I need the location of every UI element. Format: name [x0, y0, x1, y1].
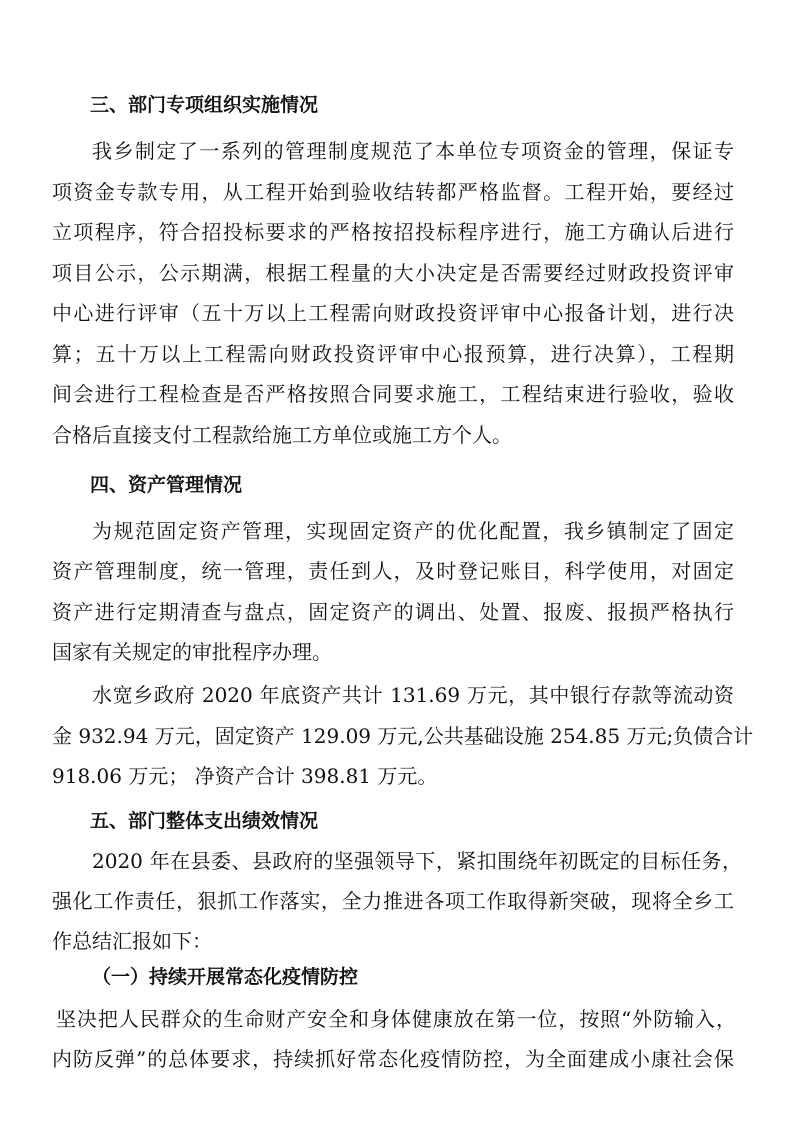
section-heading-5: 五、部门整体支出绩效情况 — [90, 810, 319, 832]
paragraph-line: 立项程序，符合招投标要求的严格按招投标程序进行，施工方确认后进行 — [52, 220, 734, 244]
paragraph-line: 2020 年在县委、县政府的坚强领导下，紧扣围绕年初既定的目标任务， — [92, 849, 742, 873]
paragraph-line: 作总结汇报如下： — [52, 929, 212, 953]
paragraph-line: 918.06 万元； 净资产合计 398.81 万元。 — [52, 764, 438, 788]
section-heading-3: 三、部门专项组织实施情况 — [90, 94, 319, 116]
paragraph-line: 间会进行工程检查是否严格按照合同要求施工，工程结束进行验收，验收 — [52, 382, 734, 406]
sub-heading: （一）持续开展常态化疫情防控 — [92, 966, 359, 988]
paragraph-line: 算；五十万以上工程需向财政投资评审中心报预算，进行决算），工程期 — [52, 342, 734, 366]
paragraph-line: 金 932.94 万元，固定资产 129.09 万元,公共基础设施 254.85 万元;负债合计 — [52, 724, 754, 748]
paragraph-line: 合格后直接支付工程款给施工方单位或施工方个人。 — [52, 423, 512, 447]
paragraph-line: 资产进行定期清查与盘点，固定资产的调出、处置、报废、报损严格执行 — [52, 600, 734, 624]
paragraph-line: 内防反弹”的总体要求，持续抓好常态化疫情防控，为全面建成小康社会保 — [52, 1047, 734, 1071]
paragraph-line: 坚决把人民群众的生命财产安全和身体健康放在第一位，按照“外防输入， — [56, 1007, 736, 1031]
paragraph-line: 强化工作责任，狠抓工作落实，全力推进各项工作取得新突破，现将全乡工 — [52, 889, 734, 913]
paragraph-line: 项资金专款专用，从工程开始到验收结转都严格监督。工程开始，要经过 — [52, 180, 734, 204]
paragraph-line: 中心进行评审（五十万以上工程需向财政投资评审中心报备计划，进行决 — [52, 301, 734, 325]
paragraph-line: 为规范固定资产管理，实现固定资产的优化配置，我乡镇制定了固定 — [92, 519, 734, 543]
paragraph-line: 项目公示，公示期满，根据工程量的大小决定是否需要经过财政投资评审 — [52, 261, 734, 285]
paragraph-line: 资产管理制度，统一管理，责任到人，及时登记账目，科学使用，对固定 — [52, 559, 734, 583]
section-heading-4: 四、资产管理情况 — [90, 474, 243, 496]
paragraph-line: 水宽乡政府 2020 年底资产共计 131.69 万元，其中银行存款等流动资 — [92, 683, 734, 707]
paragraph-line: 我乡制定了一系列的管理制度规范了本单位专项资金的管理，保证专 — [92, 139, 734, 163]
paragraph-line: 国家有关规定的审批程序办理。 — [52, 640, 332, 664]
